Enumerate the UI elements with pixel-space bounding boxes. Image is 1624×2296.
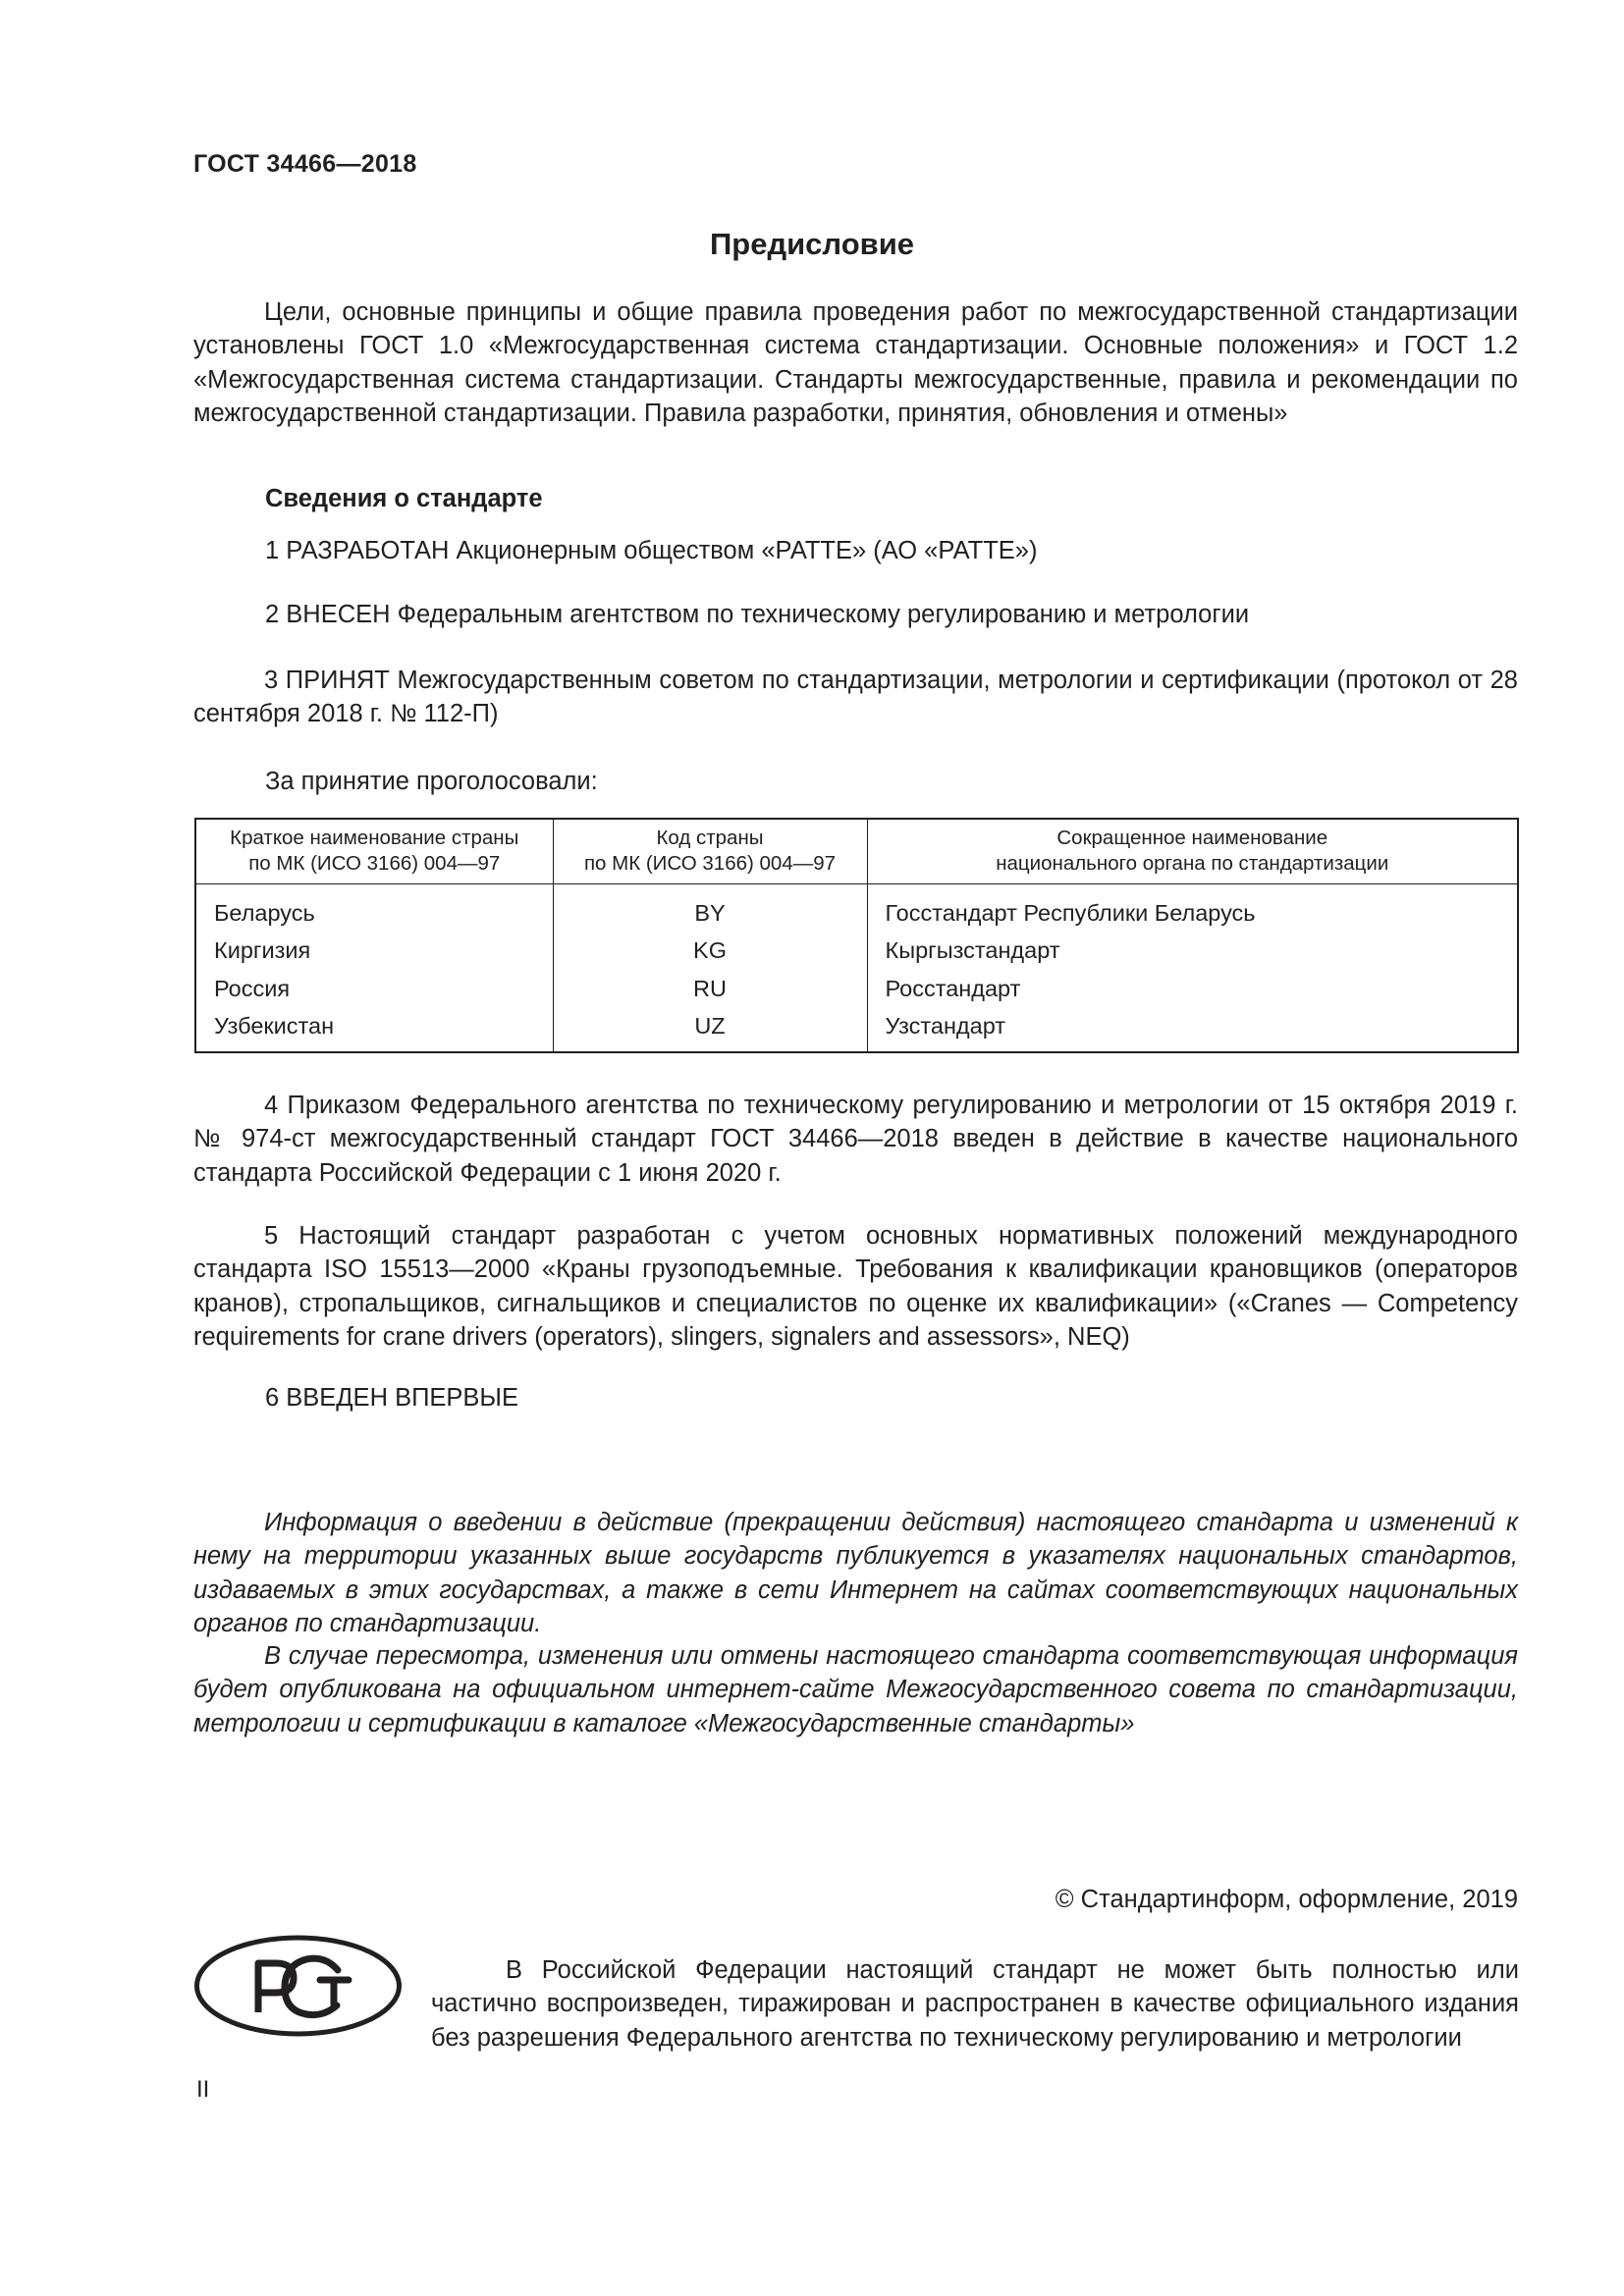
country-code: UZ — [553, 1008, 867, 1053]
country-name: Узбекистан — [195, 1008, 553, 1053]
table-header-row — [195, 819, 1518, 884]
item-submitted: 2 ВНЕСЕН Федеральным агентством по техническому регулированию и метрологии — [265, 601, 1250, 628]
item-basis: 5 Настоящий стандарт разработан с учетом основных нормативных положений международного стандарта ISO 15513—2000 «Краны грузоподъемные. Требования к квалификации крановщиков (операторов кранов), стропальщиков, сигнальщиков и специалистов по оценке их квалификации» («Cranes — Competency requirements for crane drivers (operators), slingers, signalers and assessors», NEQ) — [193, 1222, 1518, 1351]
country-name: Беларусь — [195, 884, 553, 933]
column-header-country: Краткое наименование страны по МК (ИСО 3166) 004—97 — [195, 819, 553, 884]
item-enactment: 4 Приказом Федерального агентства по техническому регулированию и метрологии от 15 октября 2019 г. № 974-ст межгосударственный стандарт ГОСТ 34466—2018 введен в действие в качестве национального стандарта Российской Федерации с 1 июня 2020 г. — [193, 1092, 1518, 1187]
copyright-notice: © Стандартинформ, оформление, 2019 — [1055, 1886, 1518, 1913]
standards-body: Кыргызстандарт — [885, 937, 1060, 964]
standards-body: Госстандарт Республики Беларусь — [885, 899, 1256, 926]
country-code: KG — [553, 933, 867, 971]
column-header-organization: Сокращенное наименование национального органа по стандартизации — [867, 819, 1518, 884]
rst-logo-graphic — [193, 1934, 403, 2038]
item-developed: 1 РАЗРАБОТАН Акционерным обществом «РАТТЕ» (АО «РАТТЕ») — [265, 537, 1038, 564]
country-name: Киргизия — [195, 933, 553, 971]
intro-paragraph: Цели, основные принципы и общие правила проведения работ по межгосударственной стандартизации установлены ГОСТ 1.0 «Межгосударственная система стандартизации. Основные положения» и ГОСТ 1.2 «Межгосударственная система стандартизации. Стандарты межгосударственные, правила и рекомендации по межгосударственной стандартизации. Правила разработки, принятия, обновления и отмены» — [193, 298, 1518, 427]
table-row — [195, 970, 1518, 1008]
notice-revision: В случае пересмотра, изменения или отмены настоящего стандарта соответствующая информация будет опубликована на официальном интернет-сайте Межгосударственного совета по стандартизации, метрологии и сертификации в каталоге «Межгосударственные стандарты» — [193, 1642, 1518, 1737]
page-title: Предисловие — [709, 227, 914, 261]
standards-body: Росстандарт — [885, 975, 1021, 1001]
item-adopted: 3 ПРИНЯТ Межгосударственным советом по стандартизации, метрологии и сертификации (протокол от 28 сентября 2018 г. № 112-П) — [193, 667, 1518, 728]
voting-table — [194, 818, 1519, 1053]
table-row — [195, 884, 1518, 933]
document-code: ГОСТ 34466—2018 — [193, 150, 417, 178]
country-code: RU — [553, 970, 867, 1008]
table-row — [195, 1008, 1518, 1053]
item-first-introduced: 6 ВВЕДЕН ВПЕРВЫЕ — [265, 1384, 519, 1412]
column-header-code: Код страны по МК (ИСО 3166) 004—97 — [553, 819, 867, 884]
standard-info-heading: Сведения о стандарте — [265, 485, 543, 512]
table-row — [195, 933, 1518, 971]
country-code: BY — [553, 884, 867, 933]
vote-intro: За принятие проголосовали: — [265, 768, 598, 795]
reproduction-rights: В Российской Федерации настоящий стандарт не может быть полностью или частично воспроизведен, тиражирован и распространен в качестве официального издания без разрешения Федерального агентства по техническому регулированию и метрологии — [431, 1956, 1519, 2052]
notice-publication: Информация о введении в действие (прекращении действия) настоящего стандарта и изменений к нему на территории указанных выше государств публикуется в указателях национальных стандартов, издаваемых в этих государствах, а также в сети Интернет на сайтах соответствующих национальных органов по стандартизации. — [193, 1509, 1518, 1637]
standards-body: Узстандарт — [885, 1013, 1006, 1040]
page-number: II — [196, 2076, 210, 2103]
rst-logo — [193, 1934, 403, 2038]
country-name: Россия — [195, 970, 553, 1008]
